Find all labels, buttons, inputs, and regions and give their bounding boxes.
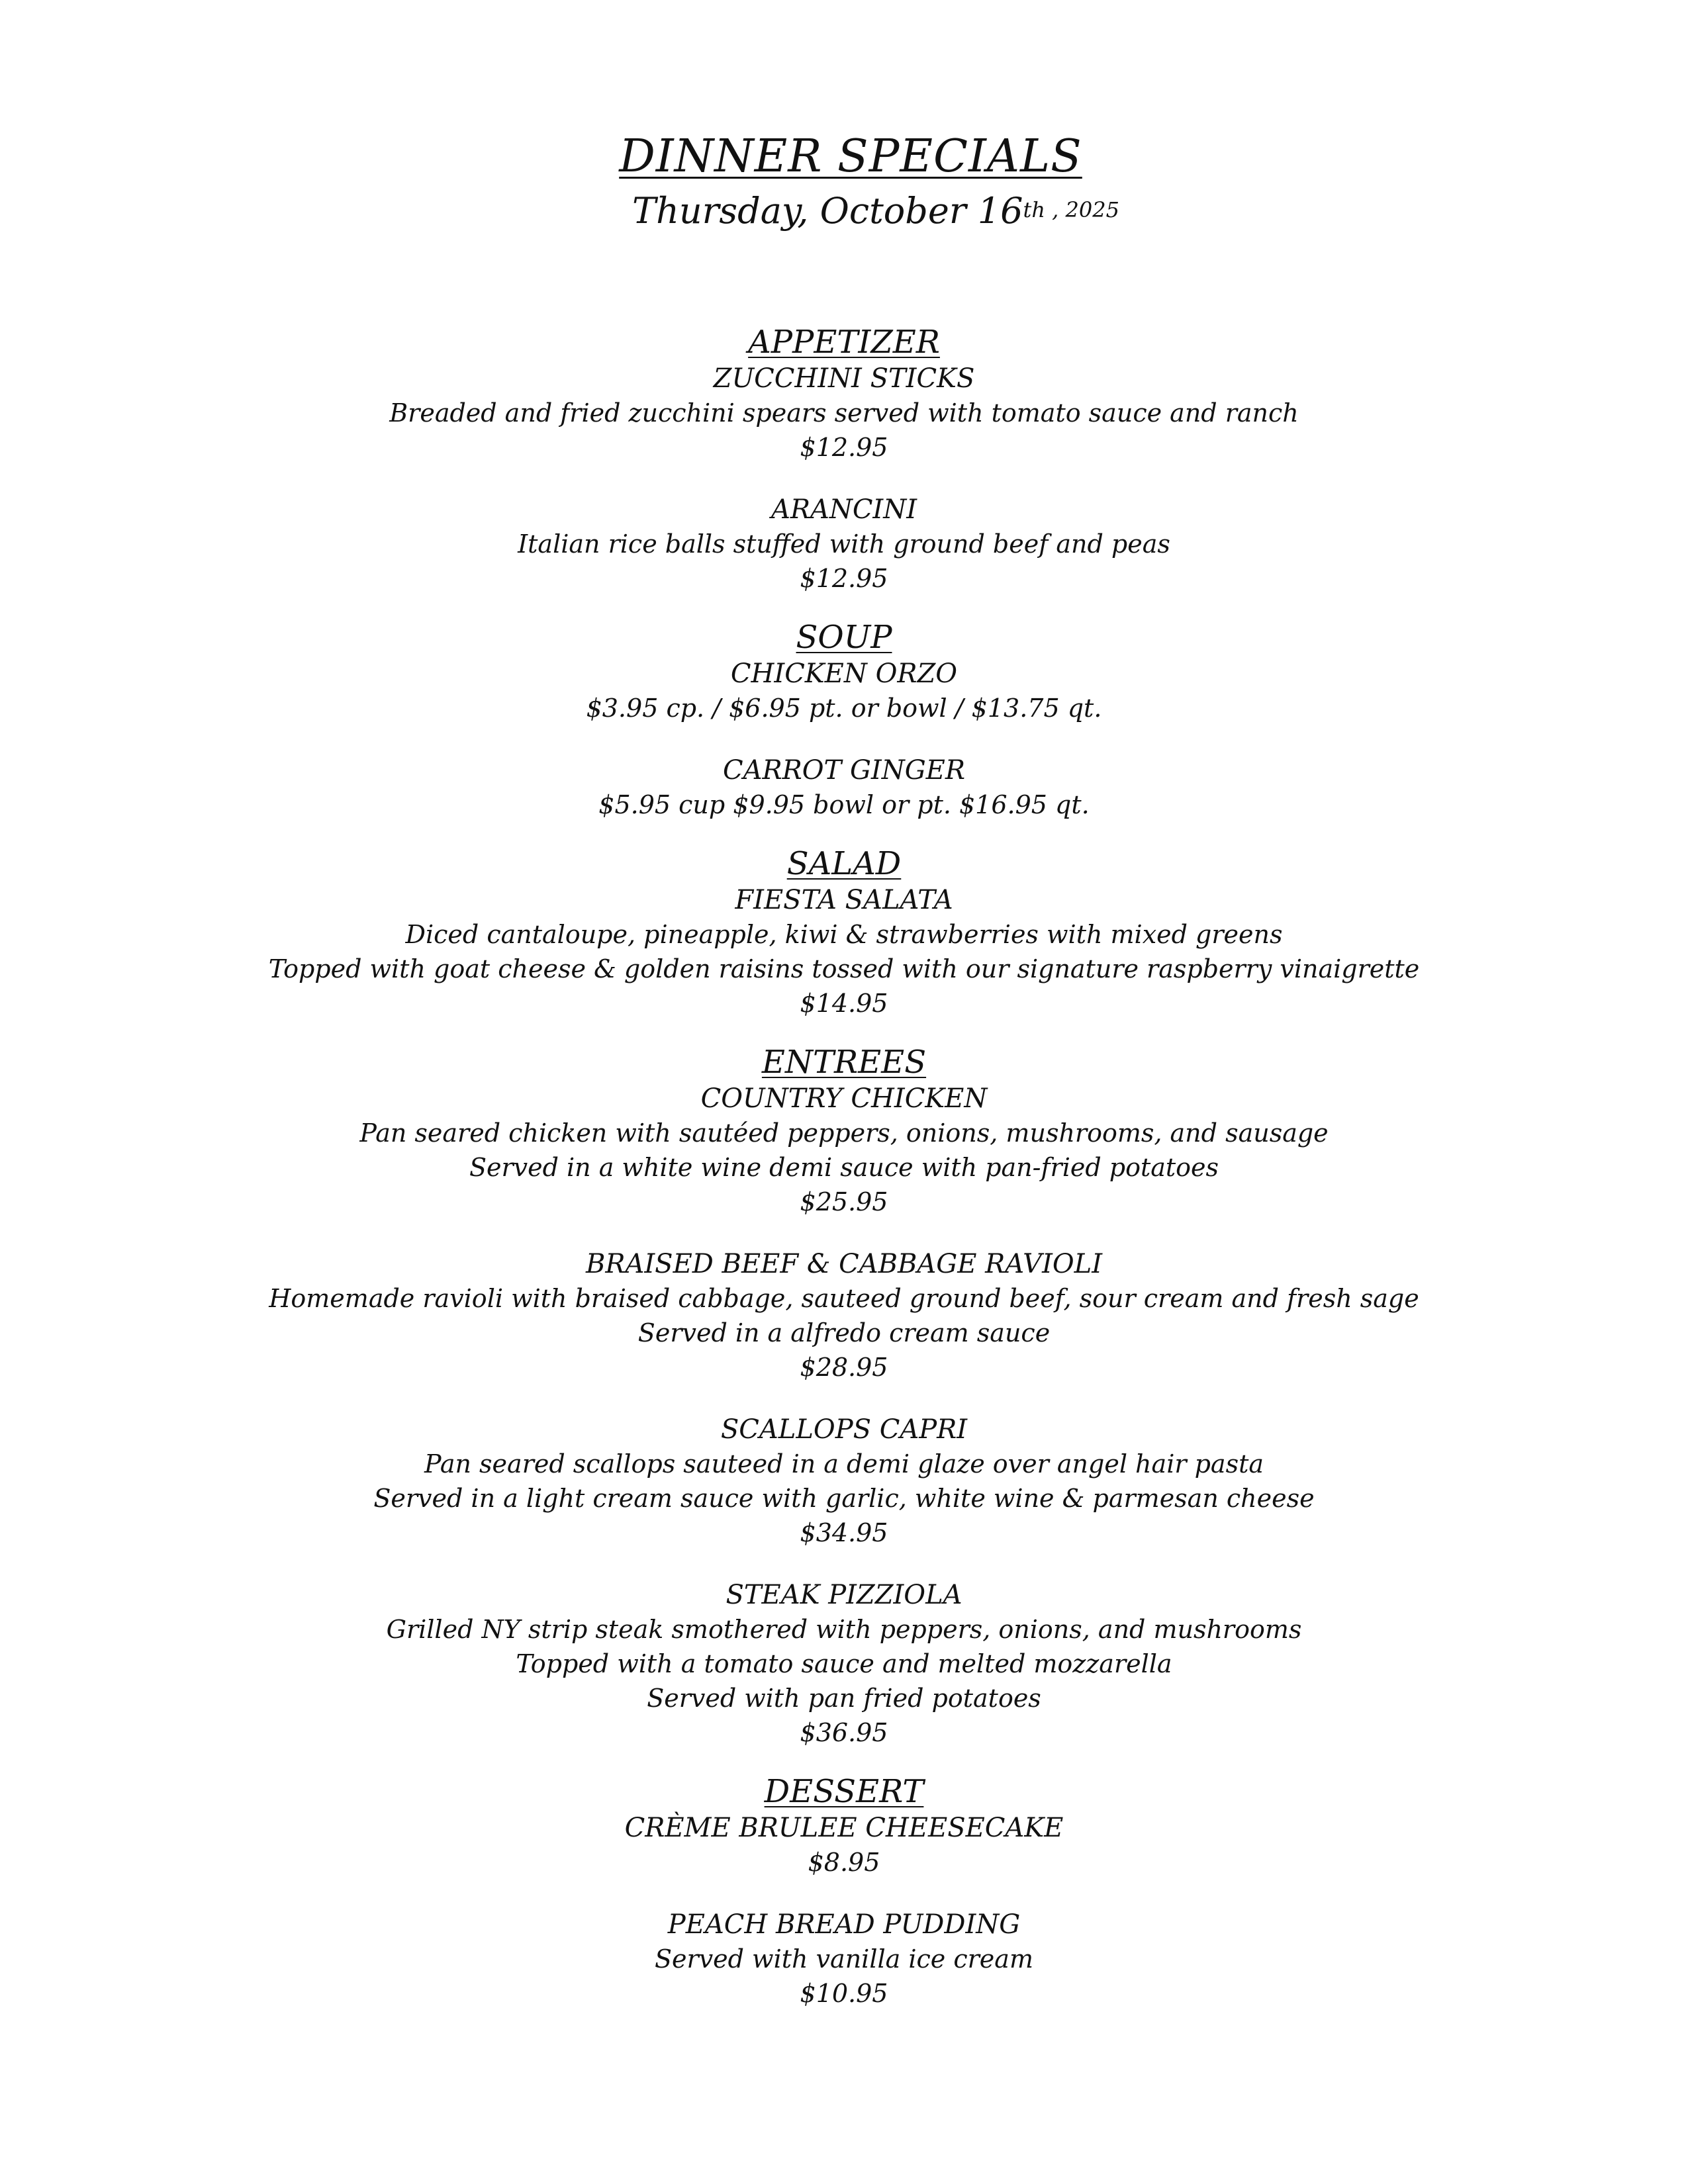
section-heading: ENTREES: [761, 1044, 927, 1081]
menu-item-name: FIESTA SALATA: [735, 885, 953, 915]
menu-item: [0, 1247, 1688, 1385]
menu-item-price: $34.95: [800, 1518, 888, 1547]
menu-item-price: $12.95: [800, 564, 888, 593]
menu-item-name: PEACH BREAD PUDDING: [667, 1909, 1021, 1940]
menu-body: [0, 323, 1688, 2033]
menu-header: [0, 129, 1688, 235]
menu-date: [32, 187, 1688, 235]
section-heading: APPETIZER: [748, 324, 940, 361]
menu-item-name: STEAK PIZZIOLA: [726, 1580, 962, 1610]
menu-item-price: $12.95: [800, 433, 888, 462]
menu-item: [0, 753, 1688, 822]
section-heading: DESSERT: [764, 1773, 924, 1810]
menu-item-description: Pan seared scallops sauteed in a demi glaze over angel hair pasta: [424, 1449, 1264, 1479]
menu-item-price: $25.95: [800, 1187, 888, 1216]
menu-item-name: ZUCCHINI STICKS: [713, 363, 975, 394]
menu-item-description: Italian rice balls stuffed with ground beef and peas: [518, 529, 1170, 559]
menu-item-description: Topped with goat cheese & golden raisins tossed with our signature raspberry vinaigrette: [268, 954, 1420, 983]
menu-item-price: $5.95 cup $9.95 bowl or pt. $16.95 qt.: [598, 790, 1090, 819]
menu-item: [0, 1412, 1688, 1550]
menu-item: [0, 1578, 1688, 1750]
date-main: Thursday, October 16: [632, 190, 1023, 232]
menu-item-name: CRÈME BRULEE CHEESECAKE: [624, 1813, 1064, 1843]
date-suffix: th: [1023, 197, 1045, 222]
menu-item-price: $8.95: [808, 1848, 880, 1877]
menu-item-name: SCALLOPS CAPRI: [720, 1414, 968, 1445]
menu-item-description: Topped with a tomato sauce and melted mozzarella: [516, 1649, 1172, 1678]
menu-item-description: Breaded and fried zucchini spears served with tomato sauce and ranch: [389, 398, 1299, 428]
menu-item: [0, 657, 1688, 725]
menu-item: [0, 883, 1688, 1021]
menu-item-name: BRAISED BEEF & CABBAGE RAVIOLI: [585, 1249, 1103, 1279]
menu-item-name: COUNTRY CHICKEN: [700, 1083, 988, 1114]
menu-item: [0, 1907, 1688, 2011]
menu-item: [0, 1811, 1688, 1880]
date-year: , 2025: [1045, 197, 1119, 222]
menu-section-appetizer: [0, 323, 1688, 596]
menu-item-price: $14.95: [800, 989, 888, 1018]
menu-item-description: Served in a alfredo cream sauce: [637, 1318, 1051, 1347]
menu-item-description: Served with pan fried potatoes: [647, 1684, 1041, 1713]
menu-item-price: $28.95: [800, 1353, 888, 1382]
menu-section-entrees: [0, 1043, 1688, 1750]
menu-section-dessert: [0, 1772, 1688, 2011]
menu-item-price: $3.95 cp. / $6.95 pt. or bowl / $13.75 qt.: [586, 694, 1102, 723]
section-heading: SALAD: [786, 845, 902, 882]
menu-item-name: ARANCINI: [771, 494, 917, 525]
menu-item-price: $36.95: [800, 1718, 888, 1747]
menu-item-name: CHICKEN ORZO: [730, 659, 958, 689]
section-heading: SOUP: [796, 619, 892, 656]
menu-item: [0, 361, 1688, 465]
menu-section-salad: [0, 844, 1688, 1021]
menu-item-description: Served in a white wine demi sauce with pan-fried potatoes: [469, 1153, 1219, 1182]
menu-section-soup: [0, 618, 1688, 822]
menu-item-name: CARROT GINGER: [723, 755, 965, 786]
menu-item: [0, 1081, 1688, 1219]
menu-item-description: Served in a light cream sauce with garlic, white wine & parmesan cheese: [373, 1484, 1315, 1513]
menu-item-description: Grilled NY strip steak smothered with peppers, onions, and mushrooms: [386, 1615, 1302, 1644]
menu-item-description: Diced cantaloupe, pineapple, kiwi & strawberries with mixed greens: [405, 920, 1283, 949]
page-title: DINNER SPECIALS: [619, 130, 1082, 183]
menu-item: [0, 492, 1688, 596]
menu-item-price: $10.95: [800, 1979, 888, 2008]
menu-item-description: Pan seared chicken with sautéed peppers, onions, mushrooms, and sausage: [359, 1118, 1329, 1148]
menu-item-description: Homemade ravioli with braised cabbage, sauteed ground beef, sour cream and fresh sage: [269, 1284, 1419, 1313]
menu-item-description: Served with vanilla ice cream: [655, 1944, 1033, 1974]
